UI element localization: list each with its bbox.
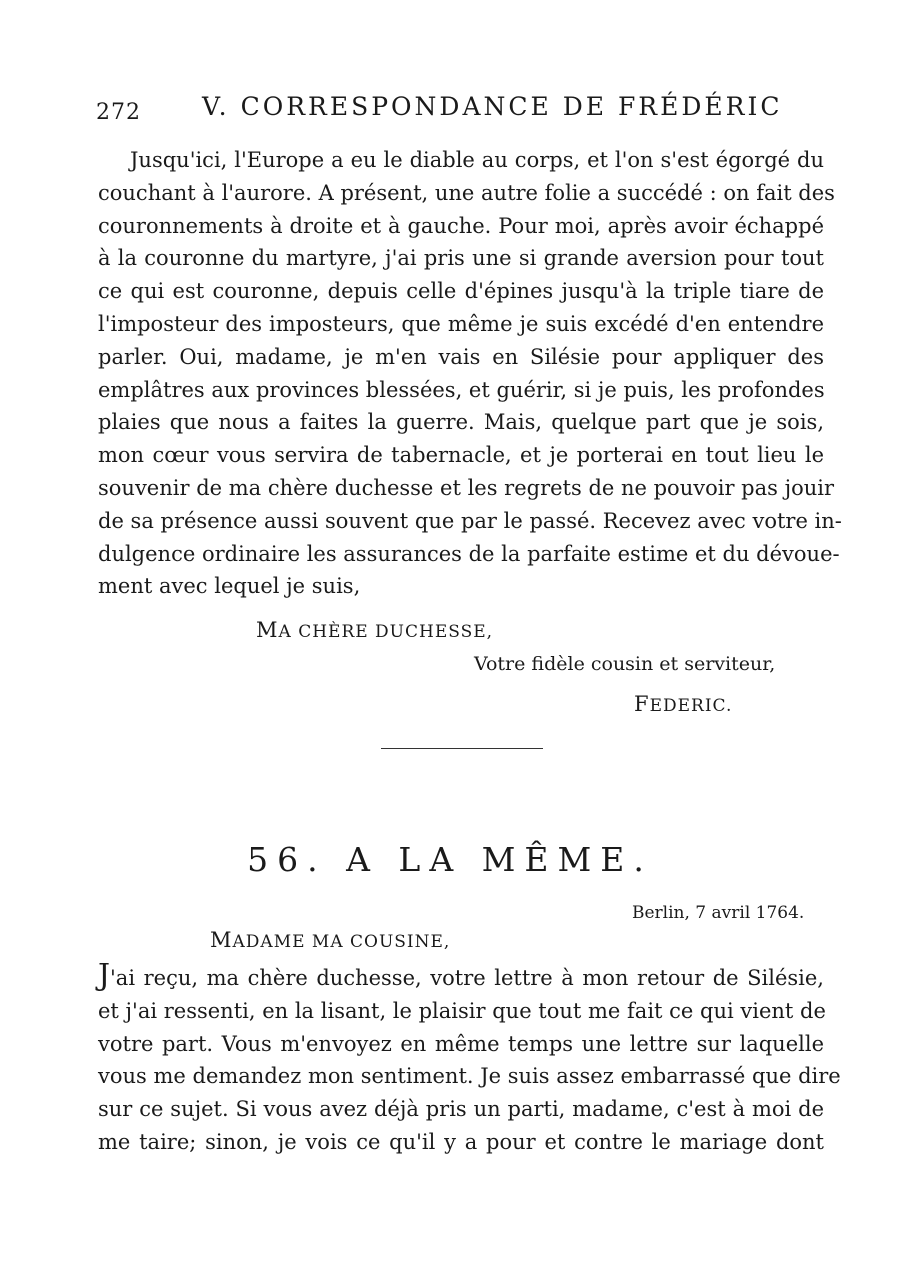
drop-cap: J xyxy=(98,958,111,993)
signoff: Votre fidèle cousin et serviteur, xyxy=(474,653,776,675)
text-line: mon cœur vous servira de tabernacle, et je porterai en tout lieu le xyxy=(98,443,824,468)
text-line: souvenir de ma chère duchesse et les regrets de ne pouvoir pas jouir xyxy=(98,475,835,500)
letter-1-body xyxy=(98,144,842,603)
salutation-initial: M xyxy=(210,928,233,952)
text-line: sur ce sujet. Si vous avez déjà pris un parti, madame, c'est à moi de xyxy=(98,1097,824,1122)
first-line-text: 'ai reçu, ma chère duchesse, votre lettre à mon retour de Silésie, xyxy=(110,966,824,990)
text-line: ce qui est couronne, depuis celle d'épines jusqu'à la triple tiare de xyxy=(98,279,824,304)
section-divider xyxy=(381,748,543,749)
text-line: plaies que nous a faites la guerre. Mais, quelque part que je sois, xyxy=(98,410,824,435)
signature-initial: F xyxy=(634,692,650,716)
text-line: à la couronne du martyre, j'ai pris une si grande aversion pour tout xyxy=(98,246,824,271)
letter-2-body xyxy=(98,958,841,1159)
text-line: vous me demandez mon sentiment. Je suis assez embarrassé que dire xyxy=(98,1064,841,1089)
text-line: parler. Oui, madame, je m'en vais en Silésie pour appliquer des xyxy=(98,344,824,369)
salutation-text: A CHÈRE DUCHESSE, xyxy=(278,622,494,642)
page-number: 272 xyxy=(96,100,141,125)
signature-text: EDERIC. xyxy=(649,696,733,716)
closing-salutation xyxy=(256,618,493,642)
dateline: Berlin, 7 avril 1764. xyxy=(632,903,805,923)
text-line: votre part. Vous m'envoyez en même temps une lettre sur laquelle xyxy=(98,1031,824,1056)
text-line-first xyxy=(98,960,824,995)
salutation-initial: M xyxy=(256,618,279,642)
text-line: ment avec lequel je suis, xyxy=(98,574,361,599)
salutation-text: ADAME MA COUSINE, xyxy=(232,932,451,952)
page-header xyxy=(96,92,826,132)
text-line: emplâtres aux provinces blessées, et guérir, si je puis, les profondes xyxy=(98,377,825,402)
running-head: V. CORRESPONDANCE DE FRÉDÉRIC xyxy=(202,92,783,121)
text-line: l'imposteur des imposteurs, que même je suis excédé d'en entendre xyxy=(98,311,824,336)
text-line: couronnements à droite et à gauche. Pour moi, après avoir échappé xyxy=(98,213,824,238)
text-line: et j'ai ressenti, en la lisant, le plaisir que tout me fait ce qui vient de xyxy=(98,998,826,1023)
opening-salutation xyxy=(210,928,450,952)
text-line: Jusqu'ici, l'Europe a eu le diable au corps, et l'on s'est égorgé du xyxy=(130,148,824,172)
text-line: dulgence ordinaire les assurances de la parfaite estime et du dévoue- xyxy=(98,541,840,566)
section-title: 56. A LA MÊME. xyxy=(247,840,653,879)
text-line: me taire; sinon, je vois ce qu'il y a pour et contre le mariage dont xyxy=(98,1129,824,1154)
signature xyxy=(634,692,732,716)
text-line: de sa présence aussi souvent que par le passé. Recevez avec votre in- xyxy=(98,508,842,533)
text-line: couchant à l'aurore. A présent, une autre folie a succédé : on fait des xyxy=(98,180,835,205)
